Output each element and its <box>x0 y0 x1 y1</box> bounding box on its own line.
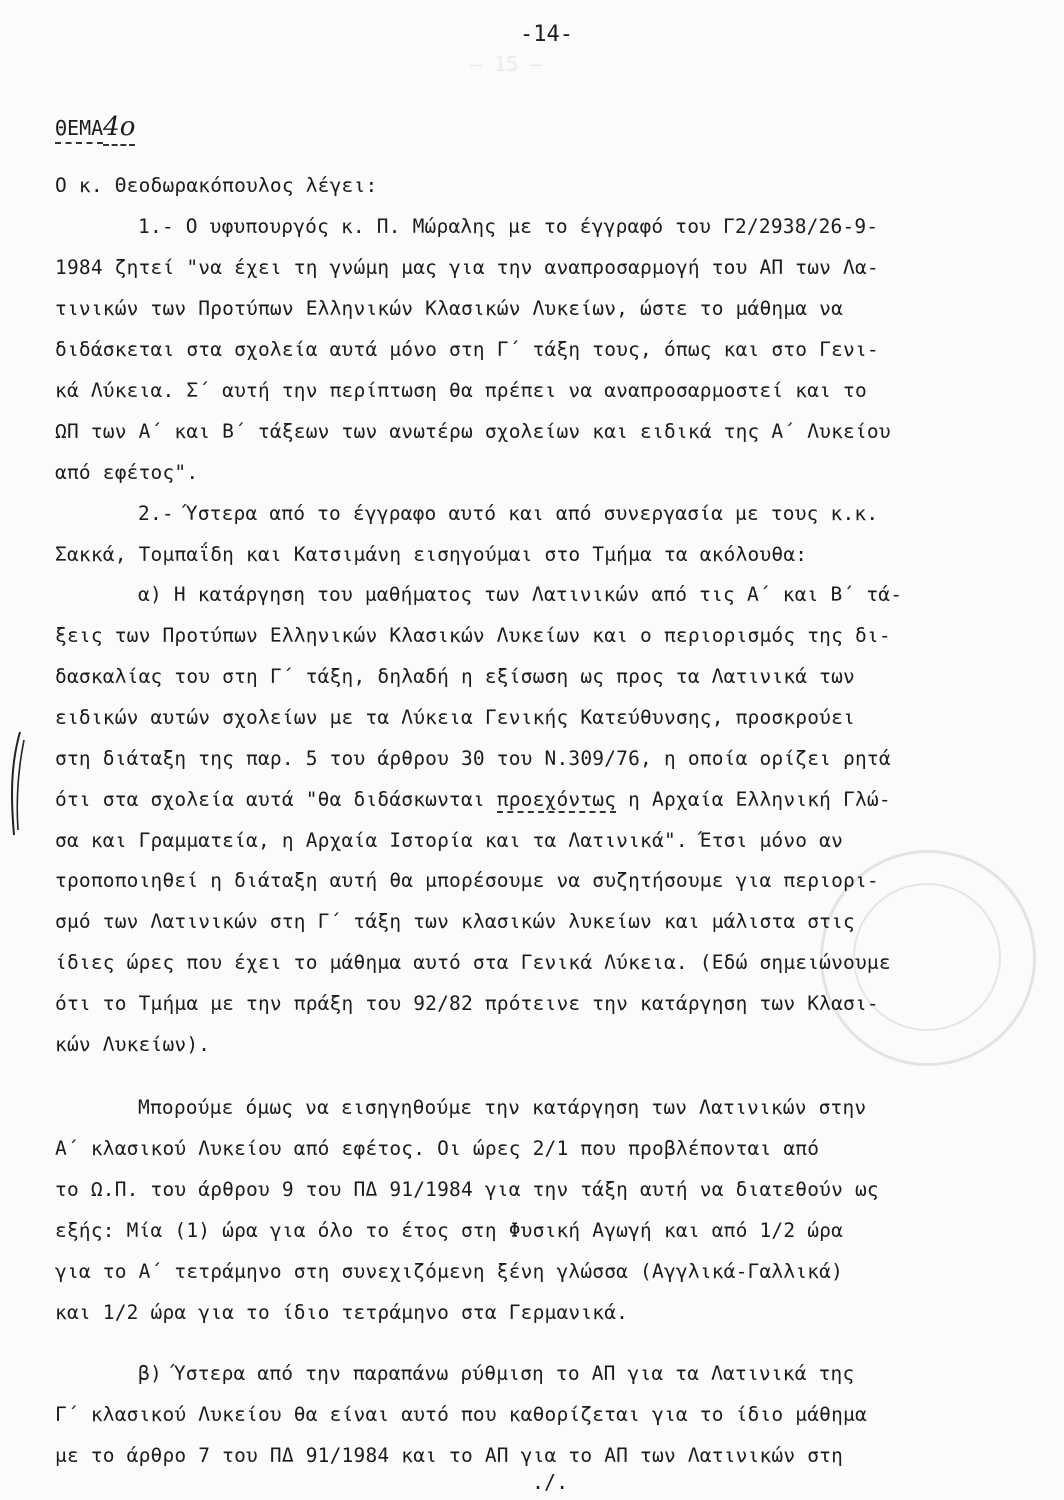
text-line: α) Η κατάργηση του μαθήματος των Λατινικών από τις Α΄ και Β΄ τά- <box>138 583 903 606</box>
text-line: δασκαλίας του στη Γ΄ τάξη, δηλαδή η εξίσωση ως προς τα Λατινικά των <box>55 665 855 688</box>
underlined-word: προεχόντως <box>496 788 617 811</box>
text-line: Μπορούμε όμως να εισηγηθούμε την κατάργηση των Λατινικών στην <box>138 1096 867 1119</box>
bleed-through-text: — 15 — <box>470 52 543 76</box>
text-line: σα και Γραμματεία, η Αρχαία Ιστορία και τα Λατινικά". Έτσι μόνο αν <box>55 829 844 852</box>
text-line: τροποποιηθεί η διάταξη αυτή θα μπορέσουμε να συζητήσουμε για περιορι- <box>55 869 879 892</box>
margin-mark-icon <box>2 730 32 840</box>
text-line: στη διάταξη της παρ. 5 του άρθρου 30 του Ν.309/76, η οποία ορίζει ρητά <box>55 747 891 770</box>
continuation-mark: ./. <box>532 1470 569 1494</box>
text-line: Γ΄ κλασικού Λυκείου θα είναι αυτό που καθορίζεται για το ίδιο μάθημα <box>55 1403 867 1426</box>
text-line: ότι στα σχολεία αυτά "θα διδάσκωνται προεχόντως η Αρχαία Ελληνική Γλώ- <box>55 788 891 811</box>
heading-number: 4ο <box>103 112 135 146</box>
text-line: ότι το Τμήμα με την πράξη του 92/82 πρότεινε την κατάργηση των Κλασι- <box>55 992 879 1015</box>
text-line: με το άρθρο 7 του ΠΔ 91/1984 και το ΑΠ για το ΑΠ των Λατινικών στη <box>55 1444 844 1467</box>
text-line: και 1/2 ώρα για το ίδιο τετράμηνο στα Γερμανικά. <box>55 1301 629 1324</box>
text-line: 1.- Ο υφυπουργός κ. Π. Μώραλης με το έγγραφό του Γ2/2938/26-9- <box>138 215 879 238</box>
text-line: ξεις των Προτύπων Ελληνικών Κλασικών Λυκείων και ο περιορισμός της δι- <box>55 624 891 647</box>
text-line: 1984 ζητεί "να έχει τη γνώμη μας για την αναπροσαρμογή του ΑΠ των Λα- <box>55 256 879 279</box>
text-line: διδάσκεται στα σχολεία αυτά μόνο στη Γ΄ τάξη τους, όπως και στο Γενι- <box>55 338 879 361</box>
text-line: εξής: Μία (1) ώρα για όλο το έτος στη Φυσική Αγωγή και από 1/2 ώρα <box>55 1219 844 1242</box>
text-line: Ο κ. Θεοδωρακόπουλος λέγει: <box>55 174 378 197</box>
text-line: Α΄ κλασικού Λυκείου από εφέτος. Οι ώρες 2/1 που προβλέπονται από <box>55 1137 820 1160</box>
text-line: από εφέτος". <box>55 461 199 484</box>
text-line: κά Λύκεια. Σ΄ αυτή την περίπτωση θα πρέπει να αναπροσαρμοστεί και το <box>55 379 867 402</box>
text-line: κών Λυκείων). <box>55 1033 211 1056</box>
text-line: Σακκά, Τομπαΐδη και Κατσιμάνη εισηγούμαι στο Τμήμα τα ακόλουθα: <box>55 543 808 566</box>
text-line: 2.- Ύστερα από το έγγραφο αυτό και από συνεργασία με τους κ.κ. <box>138 502 879 525</box>
text-line: ΩΠ των Α΄ και Β΄ τάξεων των ανωτέρω σχολείων και ειδικά της Α΄ Λυκείου <box>55 420 891 443</box>
text-line: για το Α΄ τετράμηνο στη συνεχιζόμενη ξένη γλώσσα (Αγγλικά-Γαλλικά) <box>55 1260 844 1283</box>
text-line: σμό των Λατινικών στη Γ΄ τάξη των κλασικών λυκείων και μάλιστα στις <box>55 910 855 933</box>
text-line: τινικών των Προτύπων Ελληνικών Κλασικών Λυκείων, ώστε το μάθημα να <box>55 297 844 320</box>
text-line: β) Ύστερα από την παραπάνω ρύθμιση το ΑΠ για τα Λατινικά της <box>138 1362 855 1385</box>
text-line: το Ω.Π. του άρθρου 9 του ΠΔ 91/1984 για την τάξη αυτή να διατεθούν ως <box>55 1178 879 1201</box>
page-number: -14- <box>520 22 573 47</box>
text-line: ίδιες ώρες που έχει το μάθημα αυτό στα Γενικά Λύκεια. (Εδώ σημειώνουμε <box>55 951 891 974</box>
section-heading <box>55 112 135 142</box>
text-line: ειδικών αυτών σχολείων με τα Λύκεια Γενικής Κατεύθυνσης, προσκρούει <box>55 706 855 729</box>
heading-prefix: ΘΕΜΑ <box>55 116 103 144</box>
